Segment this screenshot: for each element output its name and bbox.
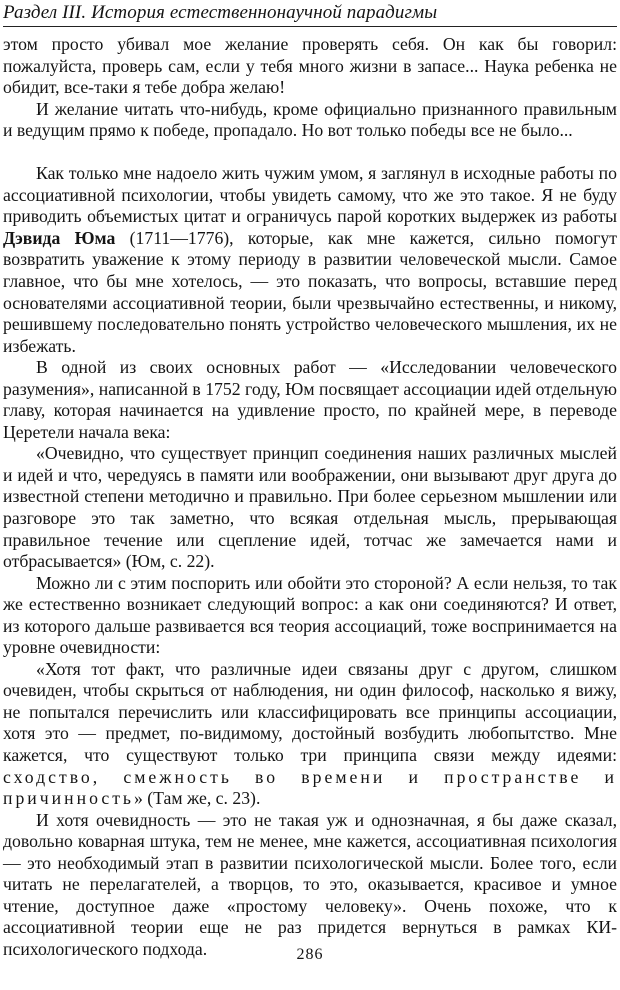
page-body: [3, 34, 617, 960]
bold-name-hume: Дэвида Юма: [3, 227, 116, 248]
paragraph-text: (1711—1776), которые, как мне кажется, сильно помогут возвратить уважение к этому периоду в развитии человеческой мысли. Самое главное, что бы мне хотелось, — это показать, что вопросы, вставшие перед основателями ассоциативной теории, были чрезвычайно естественны, и никому, решившему последовательно понять устройство человеческого мышления, их не избежать.: [3, 227, 617, 356]
quote-paragraph: «Очевидно, что существует принцип соединения наших различных мыслей и идей и что, чередуясь в памяти или воображении, они вызывают друг друга до известной степени методично и правильно. При более серьезном мышлении или разговоре это так заметно, что всякая отдельная мысль, прерывающая правильное течение или сцепление идей, тотчас же замечается нами и отбрасывается» (Юм, с. 22).: [3, 443, 617, 572]
paragraph-text: «Хотя тот факт, что различные идеи связаны друг с другом, слишком очевиден, чтобы скрыться от наблюдения, ни один философ, насколько я вижу, не попытался перечислить или классифицировать все принципы ассоциации, хотя это — предмет, по-видимому, достойный возбудить любопытство. Мне кажется, что существуют только три принципа связи между идеями:: [3, 658, 617, 765]
paragraph-text: Как только мне надоело жить чужим умом, я заглянул в исходные работы по ассоциативной психологии, чтобы увидеть самому, что же это такое. Я не буду приводить объемистых цитат и ограничусь парой коротких выдержек из работы: [3, 163, 617, 227]
page-number: 286: [296, 946, 324, 963]
section-gap: [3, 142, 617, 164]
spaced-emphasis: сходство, смежность во времени и пространстве и причинность: [3, 766, 617, 809]
paragraph-hume-intro: [3, 163, 617, 357]
paragraph: этом просто убивал мое желание проверять себя. Он как бы говорил: пожалуйста, проверь сам, если у тебя много жизни в запасе... Наука ребенка не обидит, все-таки я тебе добра желаю!: [3, 34, 617, 98]
running-header: Раздел III. История естественнонаучной парадигмы: [3, 0, 617, 27]
paragraph: И желание читать что-нибудь, кроме официально признанного правильным и ведущим прямо к победе, пропадало. Но вот только победы все не было...: [3, 98, 617, 141]
citation: (Там же, с. 23).: [147, 788, 261, 809]
paragraph: И хотя очевидность — это не такая уж и однозначная, я бы даже сказал, довольно коварная штука, тем не менее, мне кажется, ассоциативная психология — это необходимый этап в развитии психологической мысли. Более того, если читать не перелагателей, а творцов, то это, оказывается, красивое и умное чтение, доступное даже «простому человеку». Очень похоже, что к ассоциативной теории еще не раз придется вернуться в рамках КИ-психологического подхода.: [3, 809, 617, 959]
quote-paragraph-principles: «Хотя тот факт, что различные идеи связаны друг с другом, слишком очевиден, чтобы скрыться от наблюдения, ни один философ, насколько я вижу, не попытался перечислить или классифицировать все принципы ассоциации, хотя это — предмет, по-видимому, достойный возбудить любопытство. Мне кажется, что существуют только три принципа связи между идеями: сходство, смежность во времени и пространстве и причинность» (Там же, с. 23).: [3, 658, 617, 809]
paragraph: В одной из своих основных работ — «Исследовании человеческого разумения», написанной в 1752 году, Юм посвящает ассоциации идей отдельную главу, которая начинается на удивление просто, по крайней мере, в переводе Церетели начала века:: [3, 357, 617, 442]
paragraph: Можно ли с этим поспорить или обойти это стороной? А если нельзя, то так же естественно возникает следующий вопрос: а как они соединяются? И ответ, из которого дальше развивается вся теория ассоциаций, тоже воспринимается на уровне очевидности:: [3, 572, 617, 658]
